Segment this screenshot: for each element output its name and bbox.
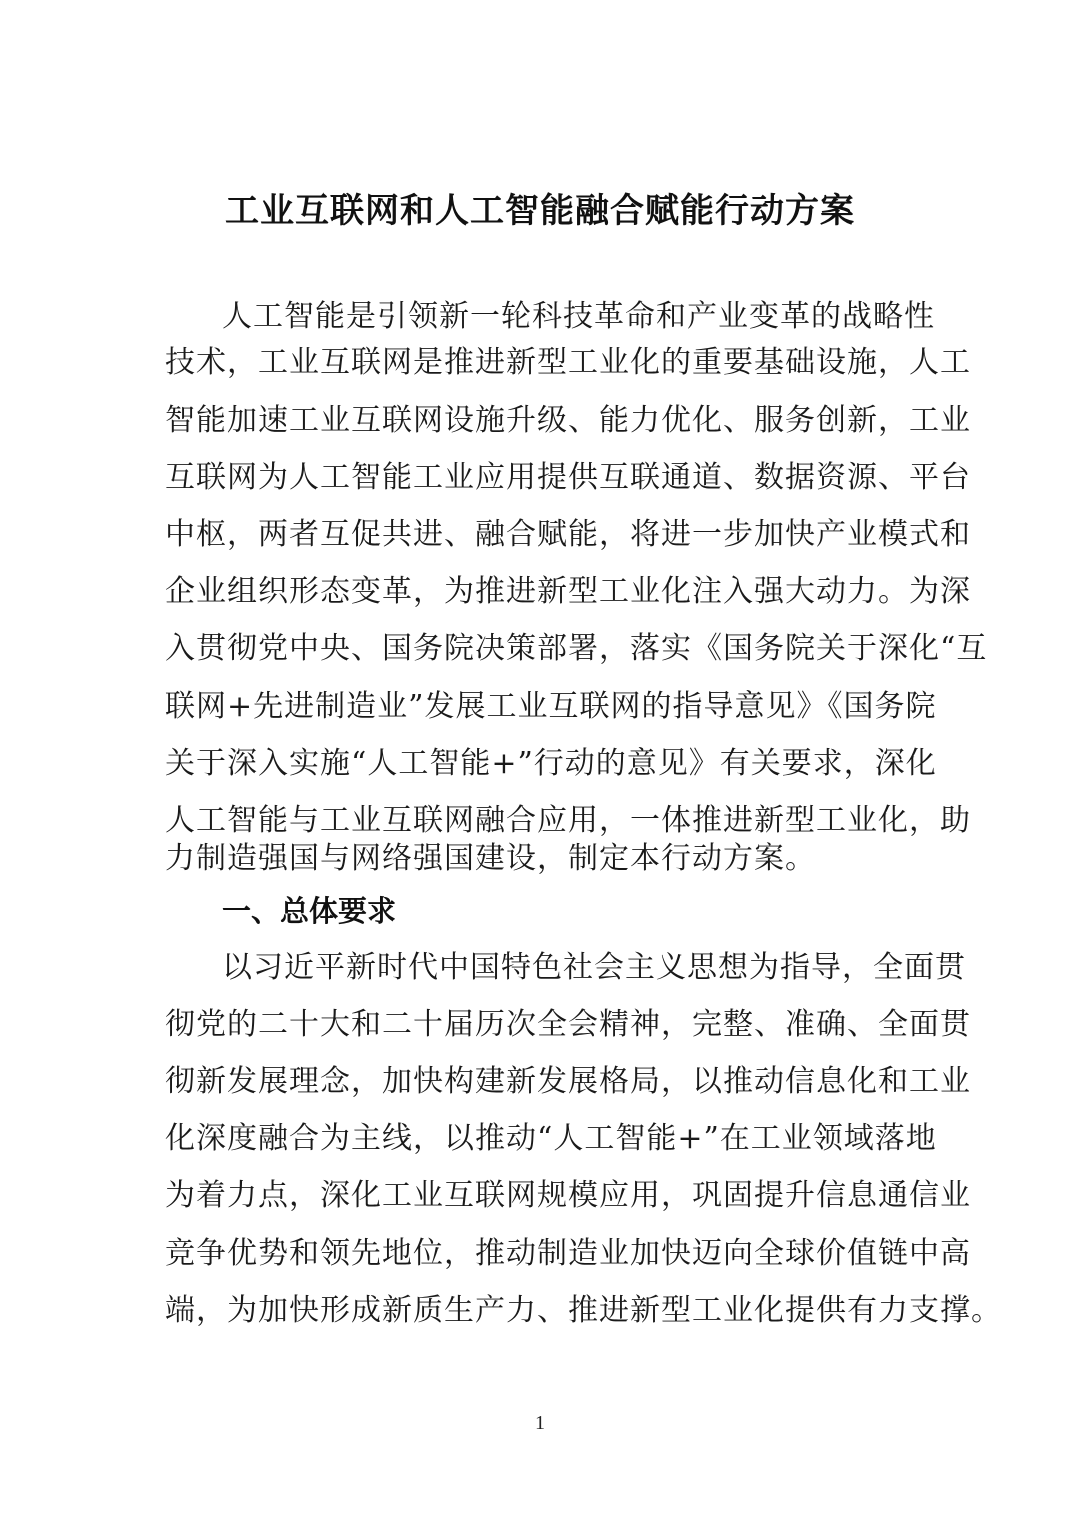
paragraph-line: 智能加速工业互联网设施升级、能力优化、服务创新，工业 — [165, 403, 971, 438]
paragraph-line: 中枢，两者互促共进、融合赋能，将进一步加快产业模式和 — [165, 517, 971, 552]
paragraph-line: 为着力点，深化工业互联网规模应用，巩固提升信息通信业 — [165, 1178, 971, 1213]
document-title: 工业互联网和人工智能融合赋能行动方案 — [225, 191, 855, 231]
paragraph-line: 化深度融合为主线，以推动“人工智能+”在工业领域落地 — [165, 1121, 937, 1156]
page-number: 1 — [535, 1412, 545, 1434]
paragraph-line: 联网+先进制造业”发展工业互联网的指导意见》《国务院 — [165, 689, 937, 724]
paragraph-line: 人工智能是引领新一轮科技革命和产业变革的战略性 — [222, 299, 935, 334]
paragraph-line: 竞争优势和领先地位，推动制造业加快迈向全球价值链中高 — [165, 1236, 971, 1271]
paragraph-line: 互联网为人工智能工业应用提供互联通道、数据资源、平台 — [165, 460, 971, 495]
section-heading: 一、总体要求 — [222, 894, 397, 928]
paragraph-line: 关于深入实施“人工智能+”行动的意见》有关要求，深化 — [165, 746, 937, 781]
paragraph-line: 以习近平新时代中国特色社会主义思想为指导，全面贯 — [222, 950, 966, 985]
paragraph-line: 力制造强国与网络强国建设，制定本行动方案。 — [165, 841, 816, 876]
paragraph-line: 技术，工业互联网是推进新型工业化的重要基础设施，人工 — [165, 345, 971, 380]
paragraph-line: 入贯彻党中央、国务院决策部署，落实《国务院关于深化“互 — [165, 631, 988, 666]
paragraph-line: 端，为加快形成新质生产力、推进新型工业化提供有力支撑。 — [165, 1293, 1002, 1328]
paragraph-line: 彻新发展理念，加快构建新发展格局，以推动信息化和工业 — [165, 1064, 971, 1099]
paragraph-line: 企业组织形态变革，为推进新型工业化注入强大动力。为深 — [165, 574, 971, 609]
paragraph-line: 彻党的二十大和二十届历次全会精神，完整、准确、全面贯 — [165, 1007, 971, 1042]
paragraph-line: 人工智能与工业互联网融合应用，一体推进新型工业化，助 — [165, 803, 971, 838]
